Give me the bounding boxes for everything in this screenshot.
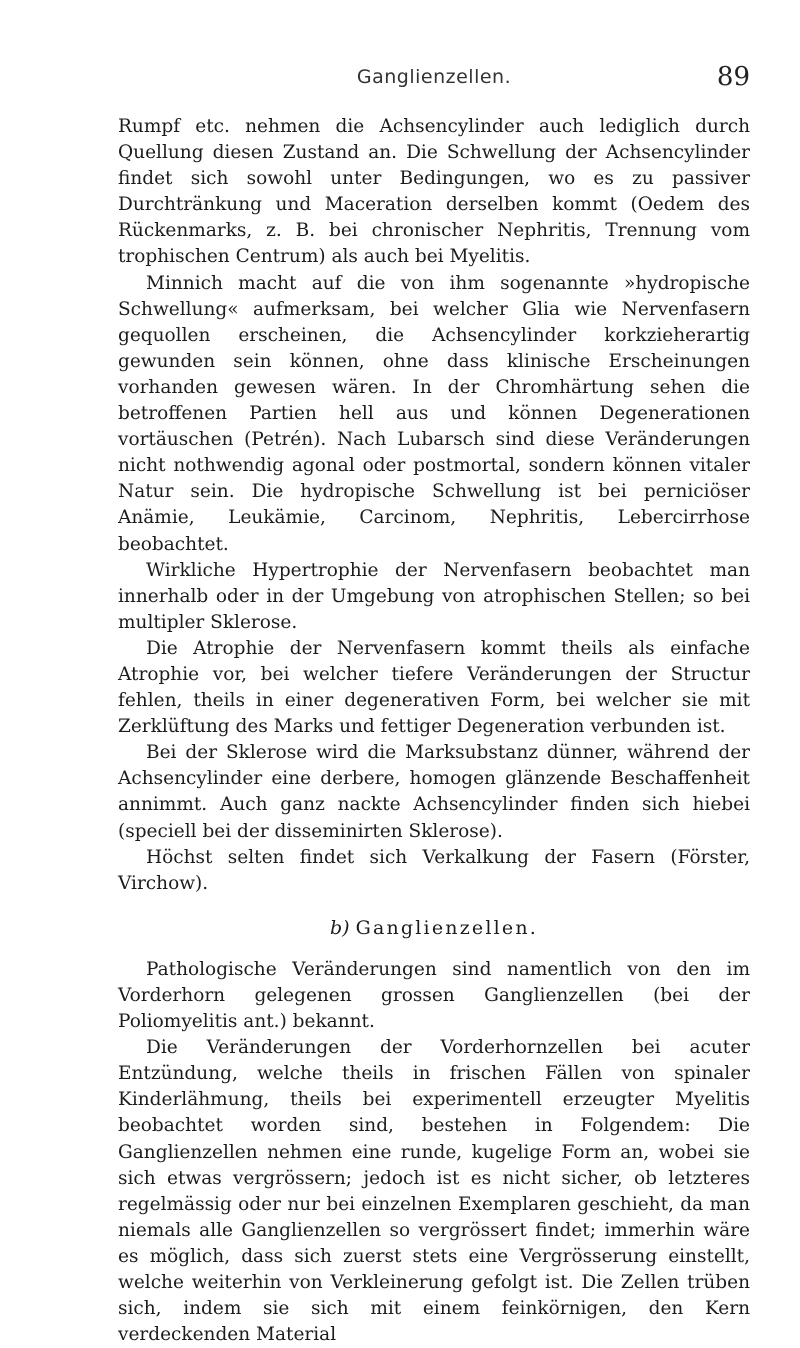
body-text [118,114,750,1348]
section-letter: b) [329,916,350,939]
section-heading [118,915,750,941]
running-head [118,62,750,96]
paragraph: Pathologische Veränderungen sind namentlich von den im Vorderhorn gelegenen grossen Ganglienzellen (bei der Poliomyelitis ant.) bekannt. [118,958,750,1033]
page-number: 89 [716,62,750,92]
paragraph: Die Atrophie der Nervenfasern kommt theils als einfache Atrophie vor, bei welcher tiefere Veränderungen der Structur fehlen, theils in einer degenerativen Form, bei welcher sie mit Zerklüftung des Marks und fettiger Degeneration verbunden ist. [118,637,750,738]
paragraph: Die Veränderungen der Vorderhornzellen bei acuter Entzündung, welche theils in frischen Fällen von spinaler Kinderlähmung, theils bei experimentell erzeugter Myelitis beobachtet worden sind, bestehen in Folgendem: Die Ganglienzellen nehmen eine runde, kugelige Form an, wobei sie sich etwas vergrössern; jedoch ist es nicht sicher, ob letzteres regelmässig oder nur bei einzelnen Exemplaren geschieht, da man niemals alle Ganglienzellen so vergrössert findet; immerhin wäre es möglich, dass sich zuerst stets eine Vergrösserung einstellt, welche weiterhin von Verkleinerung gefolgt ist. Die Zellen trüben sich, indem sie sich mit einem feinkörnigen, den Kern verdeckenden Material [118,1037,750,1346]
paragraph: Bei der Sklerose wird die Marksubstanz dünner, während der Achsencylinder eine derbere, homogen glänzende Beschaffenheit annimmt. Auch ganz nackte Achsencylinder finden sich hiebei (speciell bei der disseminirten Sklerose). [118,742,750,842]
paragraph: Minnich macht auf die von ihm sogenannte »hydropische Schwellung« aufmerksam, bei welcher Glia wie Nervenfasern gequollen erscheinen, die Achsencylinder korkzieherartig gewunden sein können, ohne dass klinische Erscheinungen vorhanden gewesen wären. In der Chromhärtung sehen die betroffenen Partien hell aus und können Degenerationen vortäuschen (Petrén). Nach Lubarsch sind diese Veränderungen nicht nothwendig agonal oder postmortal, sondern können vitaler Natur sein. Die hydropische Schwellung ist bei perniciöser Anämie, Leukämie, Carcinom, Nephritis, Lebercirrhose beobachtet. [118,272,750,555]
section-title: Ganglienzellen. [355,916,539,939]
running-title: Ganglienzellen. [356,66,512,88]
paragraph: Wirkliche Hypertrophie der Nervenfasern beobachtet man innerhalb oder in der Umgebung von atrophischen Stellen; so bei multipler Sklerose. [118,559,750,633]
paragraph: Höchst selten findet sich Verkalkung der Fasern (Förster, Virchow). [118,846,750,894]
paragraph: Rumpf etc. nehmen die Achsencylinder auch lediglich durch Quellung diesen Zustand an. Die Schwellung der Achsencylinder findet sich sowohl unter Bedingungen, wo es zu passiver Durchtränkung und Maceration derselben kommt (Oedem des Rückenmarks, z. B. bei chronischer Nephritis, Trennung vom trophischen Centrum) als auch bei Myelitis. [118,116,750,268]
